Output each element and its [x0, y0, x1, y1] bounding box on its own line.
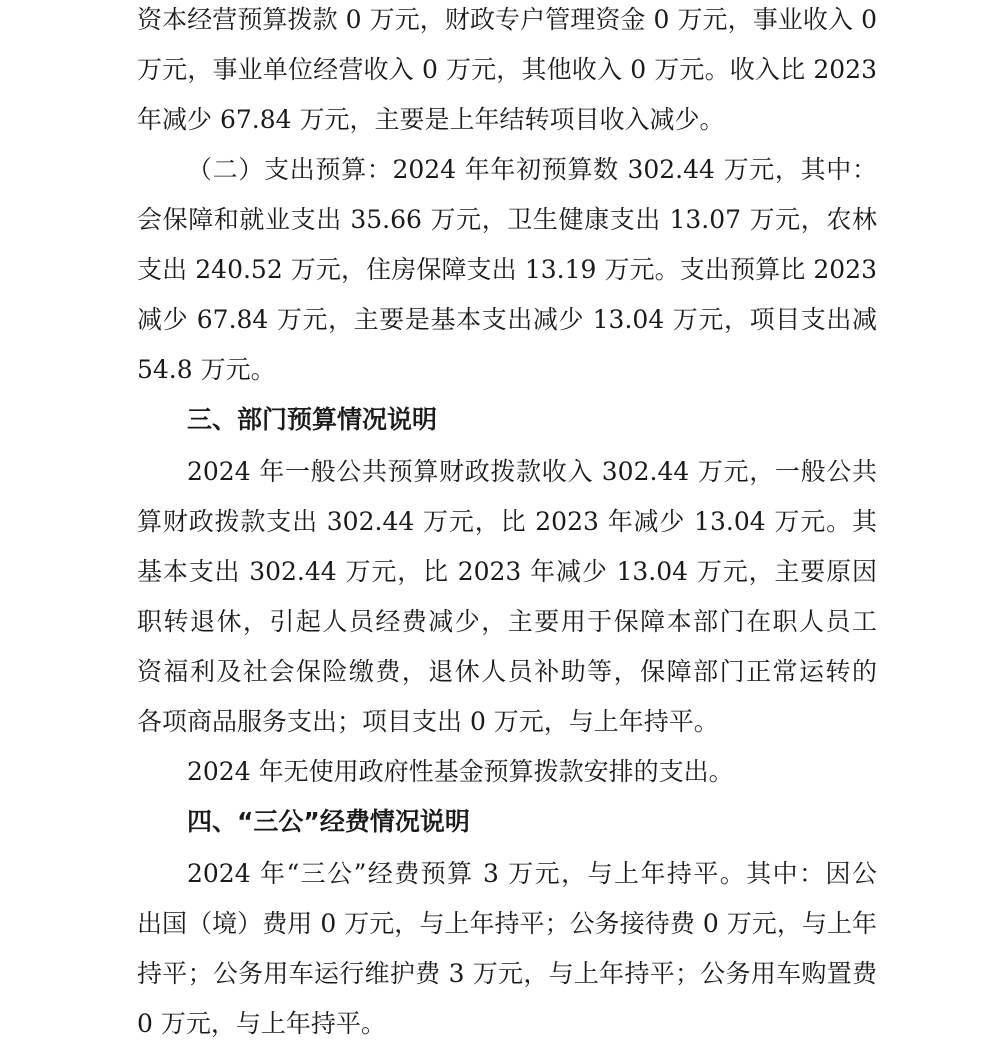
line-text: 基本支出 302.44 万元，比 2023 年减少 13.04 万元，主要原因 — [137, 557, 877, 586]
line-text: （二）支出预算：2024 年年初预算数 302.44 万元，其中： — [187, 155, 877, 184]
paragraph-line — [0, 849, 1000, 899]
paragraph-line — [0, 345, 1000, 395]
line-text: 算财政拨款支出 302.44 万元，比 2023 年减少 13.04 万元。其 — [137, 507, 877, 536]
line-text: 减少 67.84 万元，主要是基本支出减少 13.04 万元，项目支出减 — [137, 305, 877, 334]
line-text: 2024 年“三公”经费预算 3 万元，与上年持平。其中：因公 — [187, 859, 877, 888]
line-text: 万元，事业单位经营收入 0 万元，其他收入 0 万元。收入比 2023 — [137, 55, 877, 84]
line-text: 职转退休，引起人员经费减少，主要用于保障本部门在职人员工 — [137, 607, 877, 636]
paragraph-line — [0, 647, 1000, 697]
paragraph-line — [0, 547, 1000, 597]
section-heading — [0, 395, 1000, 445]
paragraph-line — [0, 747, 1000, 797]
paragraph-line — [0, 899, 1000, 949]
paragraph-line — [0, 999, 1000, 1049]
paragraph-line — [0, 447, 1000, 497]
line-text: 各项商品服务支出；项目支出 0 万元，与上年持平。 — [137, 707, 719, 736]
line-text: 持平；公务用车运行维护费 3 万元，与上年持平；公务用车购置费 — [137, 959, 877, 988]
paragraph-line — [0, 295, 1000, 345]
paragraph-line — [0, 497, 1000, 547]
section-heading-text: 三、部门预算情况说明 — [187, 405, 438, 434]
paragraph-line — [0, 949, 1000, 999]
line-text: 0 万元，与上年持平。 — [137, 1009, 386, 1038]
line-text: 资福利及社会保险缴费，退休人员补助等，保障部门正常运转的 — [137, 657, 877, 686]
line-text: 会保障和就业支出 35.66 万元，卫生健康支出 13.07 万元，农林 — [137, 205, 877, 234]
line-text: 资本经营预算拨款 0 万元，财政专户管理资金 0 万元，事业收入 0 — [137, 5, 877, 34]
paragraph-line — [0, 0, 1000, 45]
paragraph-line — [0, 95, 1000, 145]
paragraph-line — [0, 245, 1000, 295]
line-text: 2024 年一般公共预算财政拨款收入 302.44 万元，一般公共 — [187, 457, 877, 486]
paragraph-line — [0, 697, 1000, 747]
section-heading-text: 四、“三公”经费情况说明 — [187, 807, 470, 836]
paragraph-line — [0, 597, 1000, 647]
line-text: 出国（境）费用 0 万元，与上年持平；公务接待费 0 万元，与上年 — [137, 909, 877, 938]
line-text: 54.8 万元。 — [137, 355, 276, 384]
paragraph-line — [0, 145, 1000, 195]
line-text: 年减少 67.84 万元，主要是上年结转项目收入减少。 — [137, 105, 725, 134]
paragraph-line — [0, 195, 1000, 245]
line-text: 2024 年无使用政府性基金预算拨款安排的支出。 — [187, 757, 734, 786]
section-heading — [0, 797, 1000, 847]
paragraph-line — [0, 45, 1000, 95]
line-text: 支出 240.52 万元，住房保障支出 13.19 万元。支出预算比 2023 — [137, 255, 877, 284]
